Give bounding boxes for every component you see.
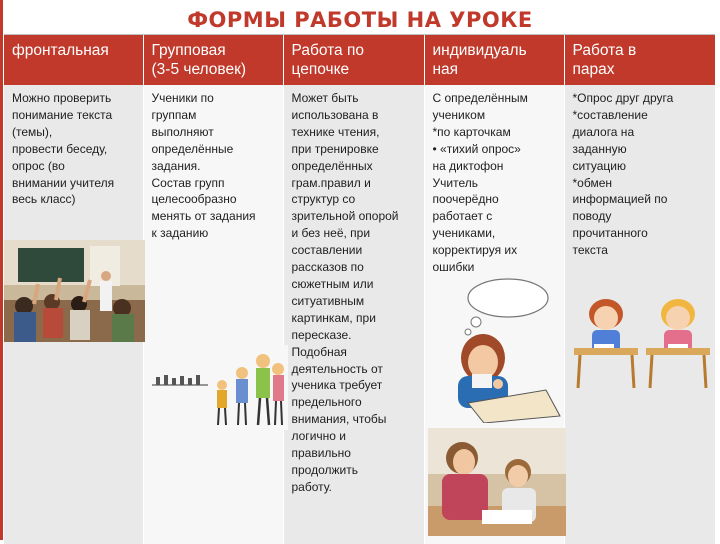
pair-students-illustration: [570, 290, 715, 390]
thinking-girl-illustration: [428, 278, 566, 423]
header-pairs: Работа в парах: [564, 35, 715, 85]
header-chain: Работа по цепочке: [283, 35, 424, 85]
header-frontal: фронтальная: [4, 35, 143, 85]
cell-group: Ученики по группам выполняют определённые задания. Состав групп целесообразно менять от задания к заданию: [143, 85, 283, 544]
cell-pairs: *Опрос друг друга *составление диалога на заданную ситуацию *обмен информацией по поводу прочитанного текста: [564, 85, 715, 544]
group-figures-illustration: [150, 345, 288, 430]
teacher-student-photo: [428, 428, 566, 536]
cell-individual: С определённым учеником *по карточкам • «тихий опрос» на диктофон Учитель поочерёдно работает с учениками, корректируя их ошибки: [424, 85, 564, 544]
cell-frontal: Можно проверить понимание текста (темы), провести беседу, опрос (во внимании учителя весь класс): [4, 85, 143, 544]
slide-title: ФОРМЫ РАБОТЫ НА УРОКЕ: [187, 8, 533, 32]
header-group: Групповая (3-5 человек): [143, 35, 283, 85]
header-individual: индивидуаль ная: [424, 35, 564, 85]
classroom-photo: [4, 240, 145, 342]
table-header-row: [4, 35, 715, 85]
cell-chain: Может быть использована в технике чтения, при тренировке определённых грам.правил и структур со зрительной опорой и без неё, при составлении рассказов по сюжетным или ситуативным картинкам, при пересказе. Подобная деятельность от ученика требует предельного внимания, чтобы логично и правильно продолжить работу.: [283, 85, 424, 544]
slide-accent-bar: [0, 0, 3, 540]
